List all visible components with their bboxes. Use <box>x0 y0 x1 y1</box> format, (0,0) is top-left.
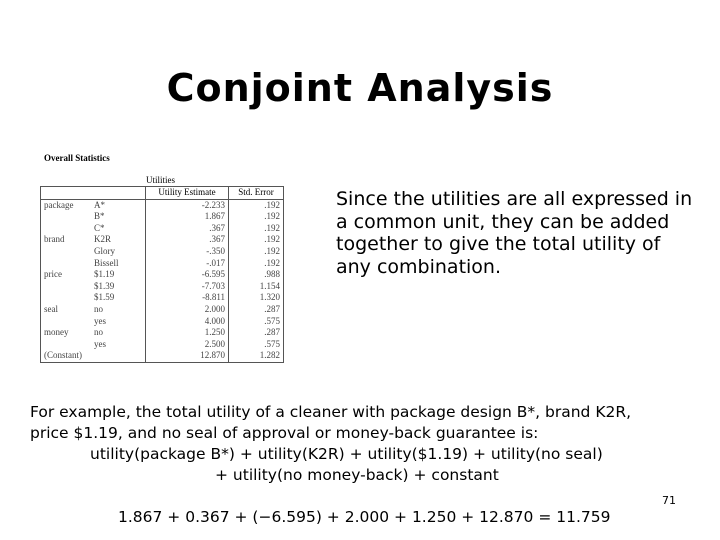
level-header <box>91 187 146 200</box>
error-cell: .192 <box>264 234 280 245</box>
level-cell: $1.39 <box>91 281 146 293</box>
level-cell: no <box>91 327 146 339</box>
table-row <box>41 316 284 328</box>
error-cell: .287 <box>264 303 280 314</box>
level-cell: no <box>91 304 146 316</box>
slide-title: Conjoint Analysis <box>166 66 554 110</box>
error-cell: 1.282 <box>259 350 280 361</box>
level-cell: Bissell <box>91 258 146 270</box>
estimate-cell: 2.500 <box>146 339 229 351</box>
factor-cell: brand <box>44 234 65 245</box>
example-line-4: + utility(no money-back) + constant <box>215 466 499 484</box>
factor-header <box>41 187 92 200</box>
factor-cell <box>41 292 92 304</box>
error-cell: .287 <box>264 327 280 338</box>
table-row <box>41 234 284 246</box>
table-row <box>41 292 284 304</box>
estimate-cell: -2.233 <box>146 199 229 211</box>
example-line-1: For example, the total utility of a cleaner with package design B*, brand K2R, <box>30 403 632 421</box>
error-cell: .575 <box>264 338 280 349</box>
error-cell: .192 <box>264 211 280 222</box>
factor-cell: (Constant) <box>44 350 82 361</box>
example-line-2: price $1.19, and no seal of approval or money-back guarantee is: <box>30 424 539 442</box>
estimate-cell: -8.811 <box>146 292 229 304</box>
factor-cell <box>41 211 92 223</box>
estimate-header: Utility Estimate <box>146 187 229 200</box>
table-row <box>41 339 284 351</box>
error-cell: .575 <box>264 315 280 326</box>
table-row <box>41 281 284 293</box>
estimate-cell: .367 <box>146 234 229 246</box>
level-cell: $1.59 <box>91 292 146 304</box>
estimate-cell: -7.703 <box>146 281 229 293</box>
table-row <box>41 246 284 258</box>
level-cell <box>91 350 146 362</box>
level-cell: K2R <box>91 234 146 246</box>
factor-cell: package <box>44 199 74 210</box>
estimate-cell: .367 <box>146 223 229 235</box>
summary-text: Since the utilities are all expressed in a common unit, they can be added together to give the total utility of any combination. <box>336 188 693 278</box>
utilities-caption: Utilities <box>146 175 175 185</box>
level-cell: C* <box>91 223 146 235</box>
table-row <box>41 211 284 223</box>
utilities-table <box>40 186 284 363</box>
table-row <box>41 304 284 316</box>
factor-cell <box>41 246 92 258</box>
error-cell: .192 <box>264 245 280 256</box>
overall-statistics-heading: Overall Statistics <box>44 153 110 163</box>
utilities-table-figure <box>40 174 284 363</box>
table-row <box>41 327 284 339</box>
error-cell: .192 <box>264 257 280 268</box>
estimate-cell: 1.250 <box>146 327 229 339</box>
table-row <box>41 199 284 211</box>
factor-cell <box>41 223 92 235</box>
factor-cell: money <box>44 327 69 338</box>
factor-cell <box>41 316 92 328</box>
error-cell: .192 <box>264 199 280 210</box>
estimate-cell: -.350 <box>146 246 229 258</box>
level-cell: Glory <box>91 246 146 258</box>
table-row <box>41 269 284 281</box>
level-cell: yes <box>91 316 146 328</box>
error-header: Std. Error <box>229 187 284 200</box>
factor-cell <box>41 281 92 293</box>
level-cell: B* <box>91 211 146 223</box>
estimate-cell: 1.867 <box>146 211 229 223</box>
level-cell: $1.19 <box>91 269 146 281</box>
page-number: 71 <box>662 494 676 507</box>
factor-cell <box>41 258 92 270</box>
estimate-cell: 2.000 <box>146 304 229 316</box>
estimate-cell: -.017 <box>146 258 229 270</box>
error-cell: .192 <box>264 222 280 233</box>
error-cell: 1.154 <box>259 280 280 291</box>
estimate-cell: -6.595 <box>146 269 229 281</box>
level-cell: yes <box>91 339 146 351</box>
estimate-cell: 4.000 <box>146 316 229 328</box>
table-row <box>41 258 284 270</box>
table-header-row <box>41 187 284 200</box>
error-cell: .988 <box>264 269 280 280</box>
table-row <box>41 223 284 235</box>
table-row <box>41 350 284 362</box>
factor-cell: price <box>44 269 62 280</box>
factor-cell <box>41 339 92 351</box>
factor-cell: seal <box>44 303 58 314</box>
example-text <box>30 402 710 486</box>
error-cell: 1.320 <box>259 292 280 303</box>
calculation: 1.867 + 0.367 + (−6.595) + 2.000 + 1.250 + 12.870 = 11.759 <box>118 508 611 526</box>
level-cell: A* <box>91 199 146 211</box>
estimate-cell: 12.870 <box>146 350 229 362</box>
example-line-3: utility(package B*) + utility(K2R) + utility($1.19) + utility(no seal) <box>90 445 603 463</box>
